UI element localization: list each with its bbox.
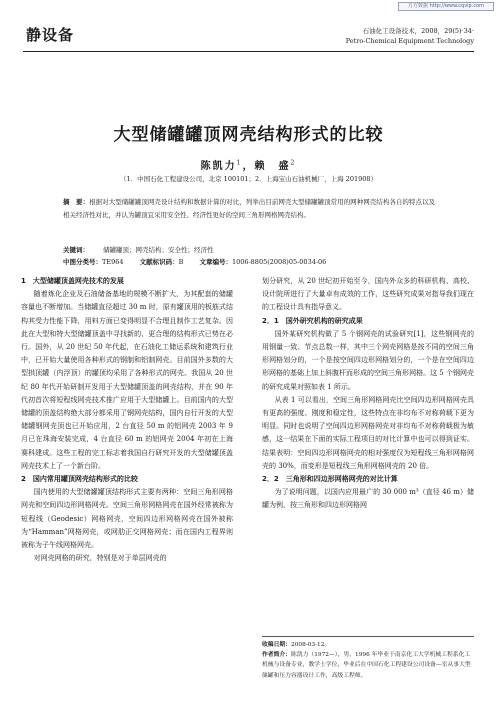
clc-label: 中图分类号： bbox=[63, 258, 102, 266]
right-column bbox=[262, 275, 474, 513]
paragraph: 国内使用的大型储罐罐顶结构形式主要有两种：空间三角形网格网壳和空间四边形网格网壳。空间三角形网格网壳在国外经常被称为短程线（Geodesic）网格网壳，空间四边形网格网壳在国外被称为“Hamman”网格网壳，或网肋正交网格网壳；而在国内工程界则被称为子午线网格网壳。 bbox=[21, 488, 233, 550]
article-id-value: 1006-8805(2008)05-0034-06 bbox=[231, 258, 327, 266]
paragraph: 划分研究，从 20 世纪初开始至今，国内外众多的科研机构、高校、设计院所进行了大量卓有成效的工作，这些研究成果对指导我们现在的工程设计具有指导意义。 bbox=[262, 277, 474, 312]
classification-line bbox=[63, 256, 435, 268]
affiliation: （1．中国石化工程建设公司，北京 100101；2．上海宝山石油机械厂，上海 201908） bbox=[119, 175, 378, 183]
author-1: 陈凯力 bbox=[200, 161, 237, 172]
abstract bbox=[63, 196, 435, 221]
paragraph: 国外某研究机构做了 5 个钢网壳的试验研究[1]，这些钢网壳的用钢量一致、节点总数一样，其中三个网壳网格是按不同的空间三角形网格划分的，一个是按空间四边形网格划分的，一个是在空间四边形网格的基础上加上斜腹杆而形成的空间三角形网格。这 5 个钢网壳的研究成果对照如表 1 所示。 bbox=[262, 329, 474, 391]
section-tag: 静设备 bbox=[26, 26, 75, 44]
subsection-heading-2-1: 2．1 国外研究机构的研究成果 bbox=[262, 316, 363, 325]
author-bio bbox=[262, 650, 474, 681]
watermark-badge: 万方数据 http://www.cqvip.com bbox=[398, 2, 494, 11]
bio-label: 作者简介： bbox=[262, 652, 291, 659]
page-header bbox=[23, 22, 474, 52]
section-heading-1: 1 大型储罐顶盖网壳技术的发展 bbox=[21, 277, 124, 285]
paragraph: 从表 1 可以看出，空间三角形网格网壳比空间四边形网格网壳具有更高的强度、刚度和稳定性，这些特点在非均布不对称荷载下更为明显。同时也说明了空间四边形网格网壳对非均布不对称荷载极为敏感，这一结果在下面的实际工程项目的对比计算中也可以得到证实。结果表明：空间四边形网格网壳的相对强度仅为短程线三角形网格网壳的 30%，而变形是短程线三角形网格网壳的 20 倍。 bbox=[262, 395, 474, 470]
footnote bbox=[262, 636, 474, 681]
keywords-line bbox=[63, 244, 435, 256]
received-date bbox=[262, 640, 474, 650]
abstract-label: 摘 要： bbox=[63, 198, 90, 206]
author-1-affil-mark: 1 bbox=[236, 159, 243, 167]
paragraph: 为了说明问题，以国内应用最广的 30 000 m³（直径 46 m）储罐为例，按三角形和四边形网格网 bbox=[262, 488, 474, 510]
author-separator: ， bbox=[242, 161, 255, 172]
article-meta bbox=[63, 244, 435, 268]
bio-text: 陈凯力（1972—），男，1996 年毕业于南京化工大学机械工程系化工机械与设备专业，教学士学位，毕业后在中国石化工程建设公司设备—室从事大型储罐和压力容器设计工作，高级工程师。 bbox=[262, 652, 471, 679]
subsection-heading-2-2: 2．2 三角形和四边形网格网壳的对比计算 bbox=[262, 475, 398, 484]
abstract-text: 根据对大型储罐罐顶网壳设计结构和数据计算的对比，列举出目前网壳大型储罐罐顶常用的网种网壳结构各自的特点以及相关经济性对比，并认为罐顶宜采用安全性、经济性更好的空间三角形网格网壳结构。 bbox=[63, 198, 436, 219]
article-id-label: 文章编号： bbox=[199, 258, 232, 266]
received-label: 收稿日期： bbox=[262, 642, 291, 648]
journal-info bbox=[346, 26, 474, 46]
doc-code-value: B bbox=[178, 258, 184, 266]
journal-cn: 石油化工设备技术，2008，29(5)·34· bbox=[362, 27, 474, 35]
clc-value: TE964 bbox=[102, 258, 124, 266]
article-title: 大型储罐罐顶网壳结构形式的比较 bbox=[113, 125, 384, 145]
keywords-label: 关键词： bbox=[63, 246, 89, 254]
paragraph: 随着炼化企业及石油储备基地的规模不断扩大，为其配套的储罐容量也不断增加。当储罐直径超过 30 m 时，原有罐顶用的板筋式结构其受力性能下降，用料方面已变得明显不合理且制作工艺复杂。因此在大型和特大型储罐顶盖中寻找新的、更合理的结构形式已势在必行。国外，从 20 世纪 50 年代起，在石油化工储运系统和建筑行业中，已开始大量使用各种形式的钢制和铝制网壳。目前国外多数的大型拱顶罐（内浮顶）的罐顶均采用了各种形式的网壳。我国从 20 世纪 80 年代开始研制开发用于大型储罐顶盖的网壳结构，并在 90 年代初首次将短程线网壳技术推广应用于大型储罐上。目前国内的大型储罐的顶盖结构绝大部分都采用了钢网壳结构，国内自行开发的大型储罐钢网壳顶也已开始应用，2 台直径 50 m 的铝网壳 2003 年 9 月已在珠海安装完成，4 台直径 60 m 的铝网壳 2004 年初在上海赛科建成。这些工程的完工标志着我国自行研究开发的大型储罐顶盖网壳技术上了一个新台阶。 bbox=[21, 290, 233, 470]
authors bbox=[0, 157, 497, 172]
author-2-affil-mark: 2 bbox=[290, 159, 297, 167]
keywords: 储罐罐顶；网壳结构；安全性；经济性 bbox=[103, 246, 214, 254]
author-2: 赖 盛 bbox=[254, 161, 291, 172]
left-column bbox=[21, 275, 233, 565]
paragraph: 对网壳网格的研究，特别是对于单层网壳的 bbox=[33, 554, 167, 563]
received-value: 2008-03-12。 bbox=[291, 642, 331, 648]
section-heading-2: 2 国内常用罐顶网壳结构形式的比较 bbox=[21, 475, 138, 484]
journal-en: Petro-Chemical Equipment Technology bbox=[345, 37, 474, 45]
doc-code-label: 文献标识码： bbox=[139, 258, 179, 266]
